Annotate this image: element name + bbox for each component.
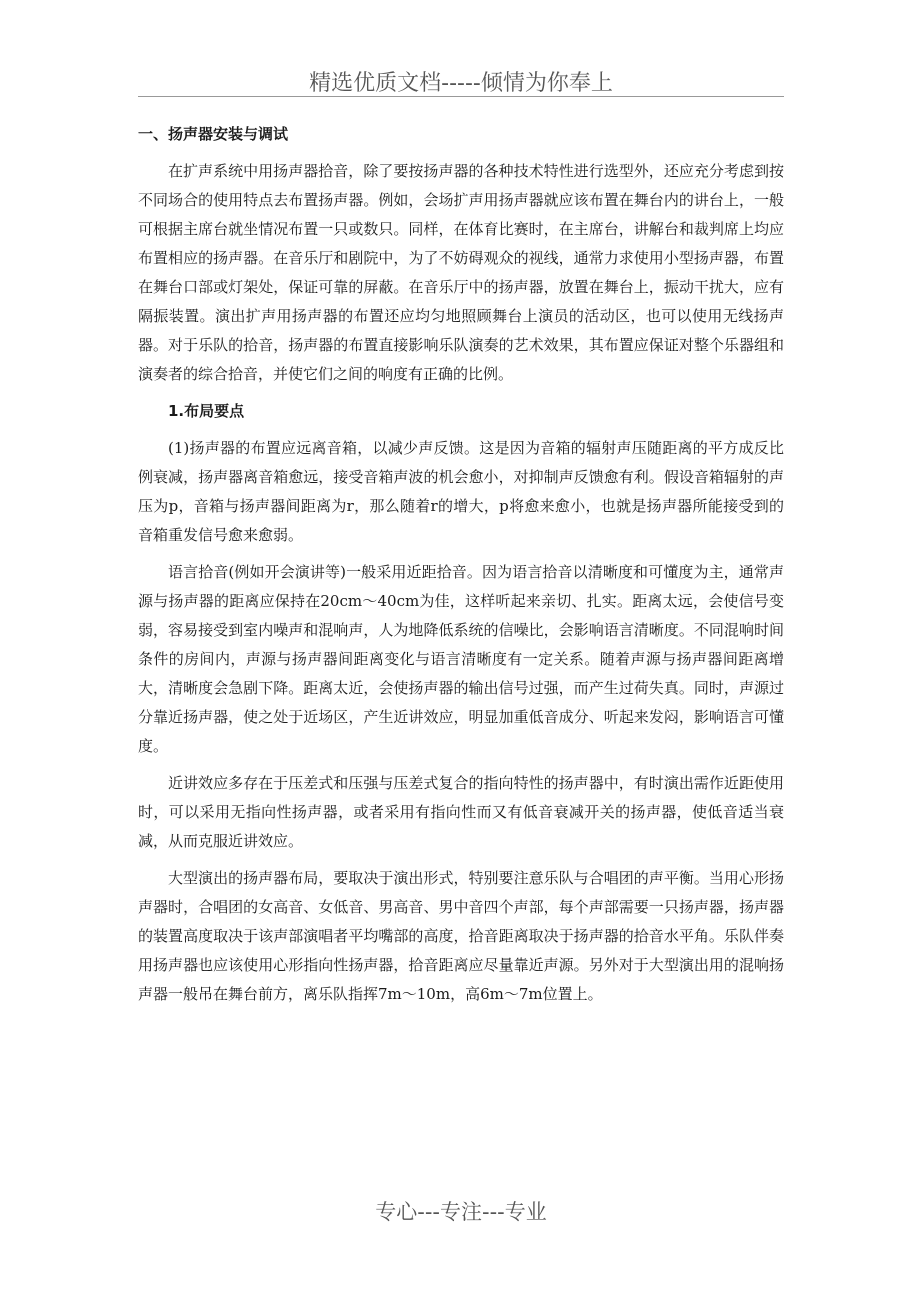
section-heading: 一、扬声器安装与调试 xyxy=(138,125,289,143)
paragraph-large-performance: 大型演出的扬声器布局，要取决于演出形式，特别要注意乐队与合唱团的声平衡。当用心形扬声器时，合唱团的女高音、女低音、男高音、男中音四个声部，每个声部需要一只扬声器，扬声器的装置高度取决于该声部演唱者平均嘴部的高度，拾音距离取决于扬声器的拾音水平角。乐队伴奏用扬声器也应该使用心形指向性扬声器，拾音距离应尽量靠近声源。另外对于大型演出用的混响扬声器一般吊在舞台前方，离乐队指挥7m～10m，高6m～7m位置上。 xyxy=(138,869,784,1003)
page-footer: 专心---专注---专业 xyxy=(375,1200,547,1224)
page-header-title: 精选优质文档-----倾情为你奉上 xyxy=(309,71,613,96)
header-divider xyxy=(138,96,784,97)
paragraph-proximity-effect: 近讲效应多存在于压差式和压强与压差式复合的指向特性的扬声器中，有时演出需作近距使用时，可以采用无指向性扬声器，或者采用有指向性而又有低音衰减开关的扬声器，使低音适当衰减，从而克服近讲效应。 xyxy=(138,774,784,850)
subheading: 1.布局要点 xyxy=(168,402,245,420)
paragraph-feedback: (1)扬声器的布置应远离音箱，以减少声反馈。这是因为音箱的辐射声压随距离的平方成反比例衰减，扬声器离音箱愈远，接受音箱声波的机会愈小，对抑制声反馈愈有利。假设音箱辐射的声压为p，音箱与扬声器间距离为r，那么随着r的增大，p将愈来愈小，也就是扬声器所能接受到的音箱重发信号愈来愈弱。 xyxy=(138,439,784,544)
document-body xyxy=(138,120,784,1017)
paragraph-speech-pickup: 语言拾音(例如开会演讲等)一般采用近距拾音。因为语言拾音以清晰度和可懂度为主，通常声源与扬声器的距离应保持在20cm～40cm为佳，这样听起来亲切、扎实。距离太远，会使信号变弱，容易接受到室内噪声和混响声，人为地降低系统的信噪比，会影响语言清晰度。不同混响时间条件的房间内，声源与扬声器间距离变化与语言清晰度有一定关系。随着声源与扬声器间距离增大，清晰度会急剧下降。距离太近，会使扬声器的输出信号过强，而产生过荷失真。同时，声源过分靠近扬声器，使之处于近场区，产生近讲效应，明显加重低音成分、听起来发闷，影响语言可懂度。 xyxy=(138,563,784,755)
intro-paragraph: 在扩声系统中用扬声器拾音，除了要按扬声器的各种技术特性进行选型外，还应充分考虑到按不同场合的使用特点去布置扬声器。例如，会场扩声用扬声器就应该布置在舞台内的讲台上，一般可根据主席台就坐情况布置一只或数只。同样，在体育比赛时，在主席台，讲解台和裁判席上均应布置相应的扬声器。在音乐厅和剧院中，为了不妨碍观众的视线，通常力求使用小型扬声器，布置在舞台口部或灯架处，保证可靠的屏蔽。在音乐厅中的扬声器，放置在舞台上，振动干扰大，应有隔振装置。演出扩声用扬声器的布置还应均匀地照顾舞台上演员的活动区，也可以使用无线扬声器。对于乐队的拾音，扬声器的布置直接影响乐队演奏的艺术效果，其布置应保证对整个乐器组和演奏者的综合拾音，并使它们之间的响度有正确的比例。 xyxy=(138,162,784,383)
